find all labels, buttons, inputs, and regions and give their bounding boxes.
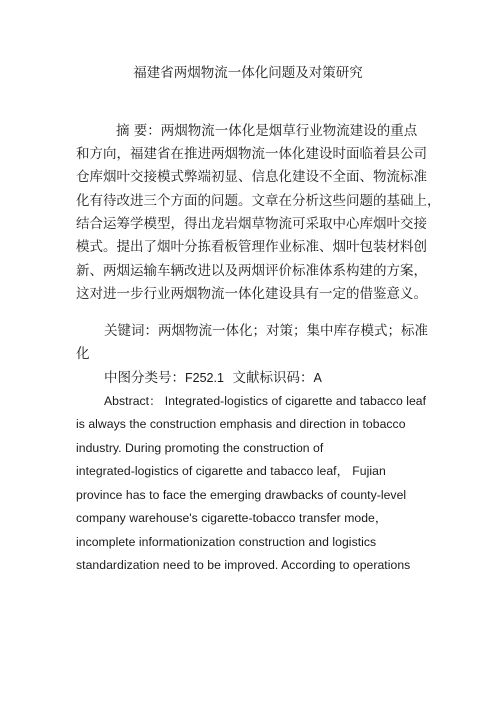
abstract-cn-line: 化有待改进三个方面的问题。文章在分析这些问题的基础上， — [76, 193, 441, 209]
abstract-en-line: incomplete informationization construction and logistics — [76, 535, 377, 549]
abstract-en-line: industry. During promoting the construction of — [76, 441, 324, 455]
classification-label: 中图分类号： — [104, 370, 185, 386]
abstract-en-line: integrated-logistics of cigarette and tabacco leaf， Fujian — [76, 464, 386, 478]
abstract-cn-line: 和方向，福建省在推进两烟物流一体化建设时面临着县公司 — [76, 146, 427, 162]
document-id-label: 文献标识码： — [232, 370, 314, 386]
abstract-en-line: standardization need to be improved. According to operations — [76, 558, 411, 572]
keywords-line: 关键词：两烟物流一体化；对策；集中库存模式；标准 — [104, 323, 428, 339]
abstract-en-line: company warehouse's cigarette-tobacco transfer mode， — [76, 511, 388, 525]
abstract-en-line: Abstract： Integrated-logistics of cigarette and tabacco leaf — [104, 394, 427, 408]
abstract-cn-line: 这对进一步行业两烟物流一体化建设具有一定的借鉴意义。 — [76, 286, 427, 302]
abstract-cn-line: 摘 要：两烟物流一体化是烟草行业物流建设的重点 — [116, 123, 418, 139]
abstract-cn-line: 仓库烟叶交接模式弊端初显、信息化建设不全面、物流标准 — [76, 169, 427, 185]
classification-code: F252.1 — [185, 371, 224, 385]
abstract-en-line: is always the construction emphasis and direction in tobacco — [76, 417, 406, 431]
document-id-code: A — [313, 371, 322, 385]
keywords-line-wrap: 化 — [76, 346, 90, 362]
abstract-cn-line: 模式。提出了烟叶分拣看板管理作业标准、烟叶包装材料创 — [76, 239, 427, 255]
abstract-cn-line: 新、两烟运输车辆改进以及两烟评价标准体系构建的方案， — [76, 263, 427, 279]
abstract-en-line: province has to face the emerging drawbacks of county-level — [76, 488, 407, 502]
abstract-cn-line: 结合运筹学模型，得出龙岩烟草物流可采取中心库烟叶交接 — [76, 216, 427, 232]
paper-title: 福建省两烟物流一体化问题及对策研究 — [133, 65, 363, 81]
classification-line — [104, 369, 322, 387]
